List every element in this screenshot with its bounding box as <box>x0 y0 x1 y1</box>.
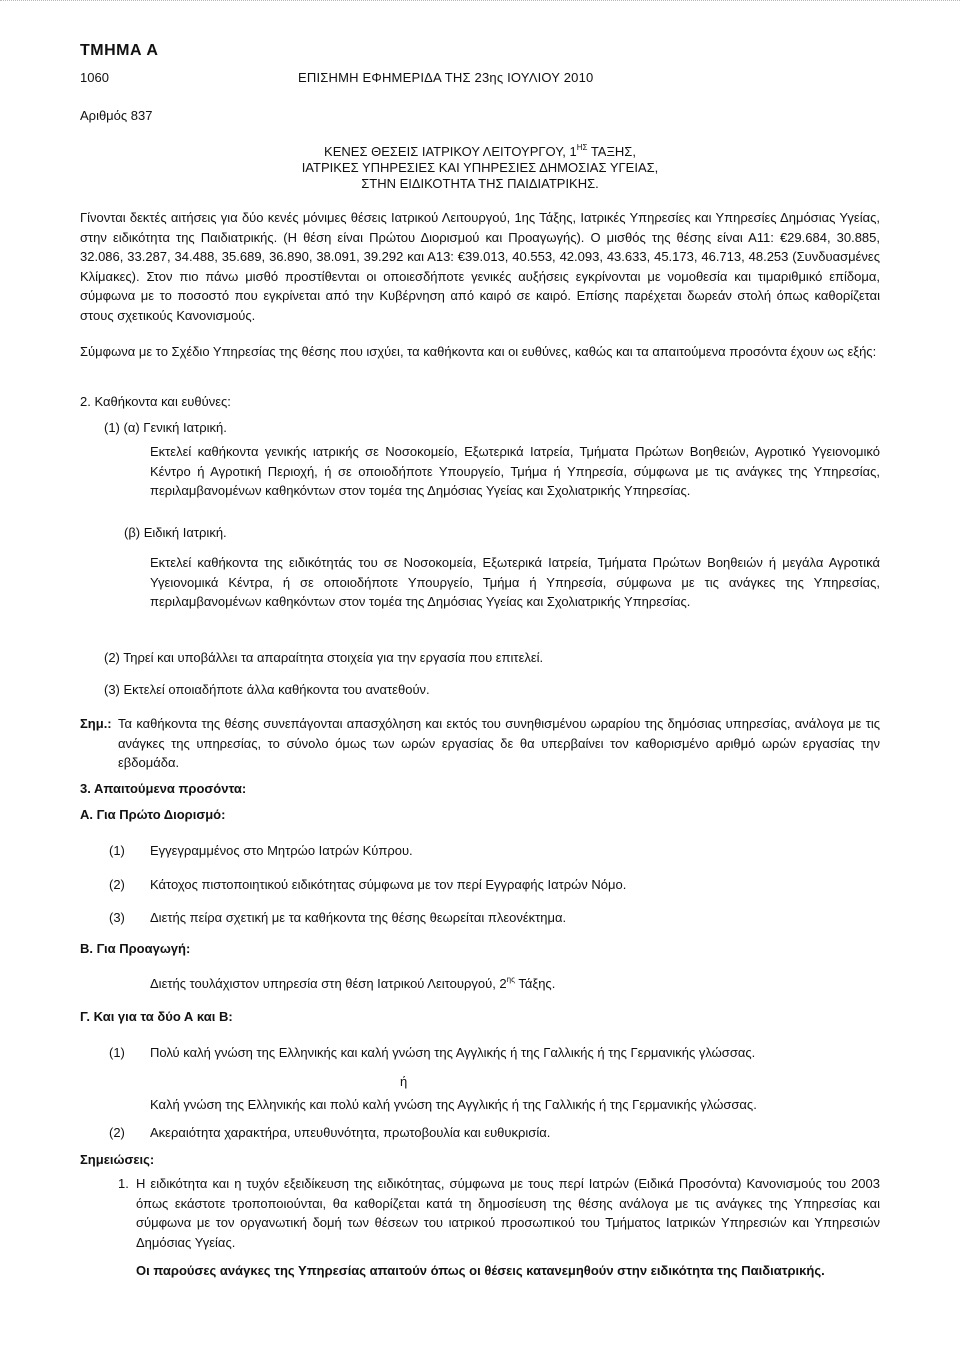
heading-line-1: ΚΕΝΕΣ ΘΕΣΕΙΣ ΙΑΤΡΙΚΟΥ ΛΕΙΤΟΥΡΓΟΥ, $1^{H\Sigma}$ ΤΑΞΗΣ, <box>324 143 636 159</box>
duties-heading: 2. Καθήκοντα και ευθύνες: <box>80 394 231 409</box>
scan-edge-artifact <box>0 0 960 7</box>
duty-1a-text: Εκτελεί καθήκοντα γενικής ιατρικής σε Νοσοκομείο, Εξωτερικά Ιατρεία, Τμήματα Πρώτων Βοηθειών, Αγροτικό Υγειονομικό Κέντρο ή Αγροτική Περιοχή, ή σε οποιοδήποτε Υπουργείο, Τμήμα ή Υπηρεσία, σύμφωνα με τις ανάγκες της Υπηρεσίας, περιλαμβανομένων καθηκόντων στον τομέα της Δημόσιας Υγείας και Σχολιατρικής Υπηρεσίας. <box>150 444 880 498</box>
list-item-number: (3) <box>109 910 125 925</box>
decree-number: Αριθμός 837 <box>80 108 153 123</box>
duty-3: (3) Εκτελεί οποιαδήποτε άλλα καθήκοντα του ανατεθούν. <box>104 682 430 697</box>
remarks-heading: Σημειώσεις: <box>80 1152 155 1167</box>
note-text: Τα καθήκοντα της θέσης συνεπάγονται απασχόληση και εκτός του συνηθισμένου ωραρίου της δημόσιας υπηρεσίας, ανάλογα με τις ανάγκες της υπηρεσίας, το σύνολο όμως των ωρών εργασίας δε θα υπερβαίνει τον καθορισμένο αριθμό ωρών εργασίας την εβδομάδα. <box>118 716 880 770</box>
note-label: Σημ.: <box>80 716 112 731</box>
section-title: ΤΜΗΜΑ Α <box>80 42 159 59</box>
duty-1a-label: (1) (α) Γενική Ιατρική. <box>104 420 227 435</box>
qualifications-heading: 3. Απαιτούμενα προσόντα: <box>80 781 247 796</box>
both-item-1-alternative: Καλή γνώση της Ελληνικής και πολύ καλή γνώση της Αγγλικής ή της Γαλλικής ή της Γερμανικής γλώσσας. <box>150 1097 757 1112</box>
duty-1b-label: (β) Ειδική Ιατρική. <box>124 525 227 540</box>
remark-1-number: 1. <box>118 1176 129 1191</box>
both-item-2-text: Ακεραιότητα χαρακτήρα, υπευθυνότητα, πρωτοβουλία και ευθυκρισία. <box>150 1125 551 1140</box>
first-appointment-heading: Α. Για Πρώτο Διορισμό: <box>80 807 226 822</box>
heading-line-2: ΙΑΤΡΙΚΕΣ ΥΠΗΡΕΣΙΕΣ ΚΑΙ ΥΠΗΡΕΣΙΕΣ ΔΗΜΟΣΙΑΣ ΥΓΕΙΑΣ, <box>301 160 659 175</box>
intro-paragraph: Γίνονται δεκτές αιτήσεις για δύο κενές μόνιμες θέσεις Ιατρικού Λειτουργού, 1ης Τάξης, Ιατρικές Υπηρεσίες και Υπηρεσίες Δημόσιας Υγείας, στην ειδικότητα της Παιδιατρικής. (Η θέση είναι Πρώτου Διορισμού και Προαγωγής). Ο μισθός της θέσης είναι Α11: €29.684, 30.885, 32.086, 33.287, 34.488, 35.689, 36.890, 38.091, 39.292 και Α13: €39.013, 40.553, 42.093, 43.633, 45.173, 46.713, 48.253 (Συνδυασμένες Κλίμακες). Στον πιο πάνω μισθό προστίθενται οι οποιεσδήποτε γενικές αυξήσεις εγκρίνονται με νομοθεσία και τιμαριθμικό επίδομα, σύμφωνα με το ποσοστό που εγκρίνεται από την Κυβέρνηση από καιρό σε καιρό. Επίσης παρέχεται δωρεάν στολή όπως καθορίζεται στους σχετικούς Κανονισμούς. <box>80 210 880 323</box>
promotion-heading: Β. Για Προαγωγή: <box>80 941 191 956</box>
scheme-paragraph: Σύμφωνα με το Σχέδιο Υπηρεσίας της θέσης που ισχύει, τα καθήκοντα και οι ευθύνες, καθώς και τα απαιτούμενα προσόντα έχουν ως εξής: <box>80 344 877 359</box>
both-item-2-number: (2) <box>109 1125 125 1140</box>
both-item-1-number: (1) <box>109 1045 125 1060</box>
list-item-text: Διετής πείρα σχετική με τα καθήκοντα της θέσης θεωρείται πλεονέκτημα. <box>150 910 567 925</box>
page-number: 1060 <box>80 70 109 85</box>
or-separator: ή <box>400 1074 408 1089</box>
list-item-number: (2) <box>109 877 125 892</box>
both-heading: Γ. Και για τα δύο Α και Β: <box>80 1009 233 1024</box>
list-item-number: (1) <box>109 843 125 858</box>
gazette-title: ΕΠΙΣΗΜΗ ΕΦΗΜΕΡΙΔΑ ΤΗΣ 23ης ΙΟΥΛΙΟΥ 2010 <box>298 70 594 85</box>
list-item-text: Εγγεγραμμένος στο Μητρώο Ιατρών Κύπρου. <box>150 843 413 858</box>
notice-heading <box>0 144 960 192</box>
promotion-text: Διετής τουλάχιστον υπηρεσία στη θέση Ιατρικού Λειτουργού, $2^{\eta\varsigma}$ Τάξης. <box>150 975 556 991</box>
both-item-1-text: Πολύ καλή γνώση της Ελληνικής και καλή γνώση της Αγγλικής ή της Γαλλικής ή της Γερμανικής γλώσσας. <box>150 1045 756 1060</box>
heading-line-3: ΣΤΗΝ ΕΙΔΙΚΟΤΗΤΑ ΤΗΣ ΠΑΙΔΙΑΤΡΙΚΗΣ. <box>361 176 599 191</box>
list-item-text: Κάτοχος πιστοποιητικού ειδικότητας σύμφωνα με τον περί Εγγραφής Ιατρών Νόμο. <box>150 877 627 892</box>
remark-1-highlight: Οι παρούσες ανάγκες της Υπηρεσίας απαιτούν όπως οι θέσεις κατανεμηθούν στην ειδικότητα της Παιδιατρικής. <box>136 1263 825 1278</box>
duty-1b-text: Εκτελεί καθήκοντα της ειδικότητάς του σε Νοσοκομεία, Εξωτερικά Ιατρεία, Τμήματα Πρώτων Βοηθειών ή μεγάλα Αγροτικά Υγειονομικά Κέντρα, ή σε οποιοδήποτε Υπουργείο, Τμήμα ή Υπηρεσία, σύμφωνα με τις ανάγκες της Υπηρεσίας, περιλαμβανομένων καθηκόντων στον τομέα της Δημόσιας Υγείας και Σχολιατρικής Υπηρεσίας. <box>150 555 880 609</box>
remark-1-text: Η ειδικότητα και η τυχόν εξειδίκευση της ειδικότητας, σύμφωνα με τους περί Ιατρών (Ειδικά Προσόντα) Κανονισμούς του 2003 όπως εκάστοτε τροποποιούνται, θα καθορίζεται κατά τη δημοσίευση της θέσης ανάλογα με τις ανάγκες της Υπηρεσίας και σύμφωνα με τον οργανωτική δομή των θέσεων του ιατρικού προσωπικού του Τμήματος Ιατρικών Υπηρεσιών και Υπηρεσιών Δημόσιας Υγείας. <box>136 1176 880 1250</box>
duty-2: (2) Τηρεί και υποβάλλει τα απαραίτητα στοιχεία για την εργασία που επιτελεί. <box>104 650 544 665</box>
